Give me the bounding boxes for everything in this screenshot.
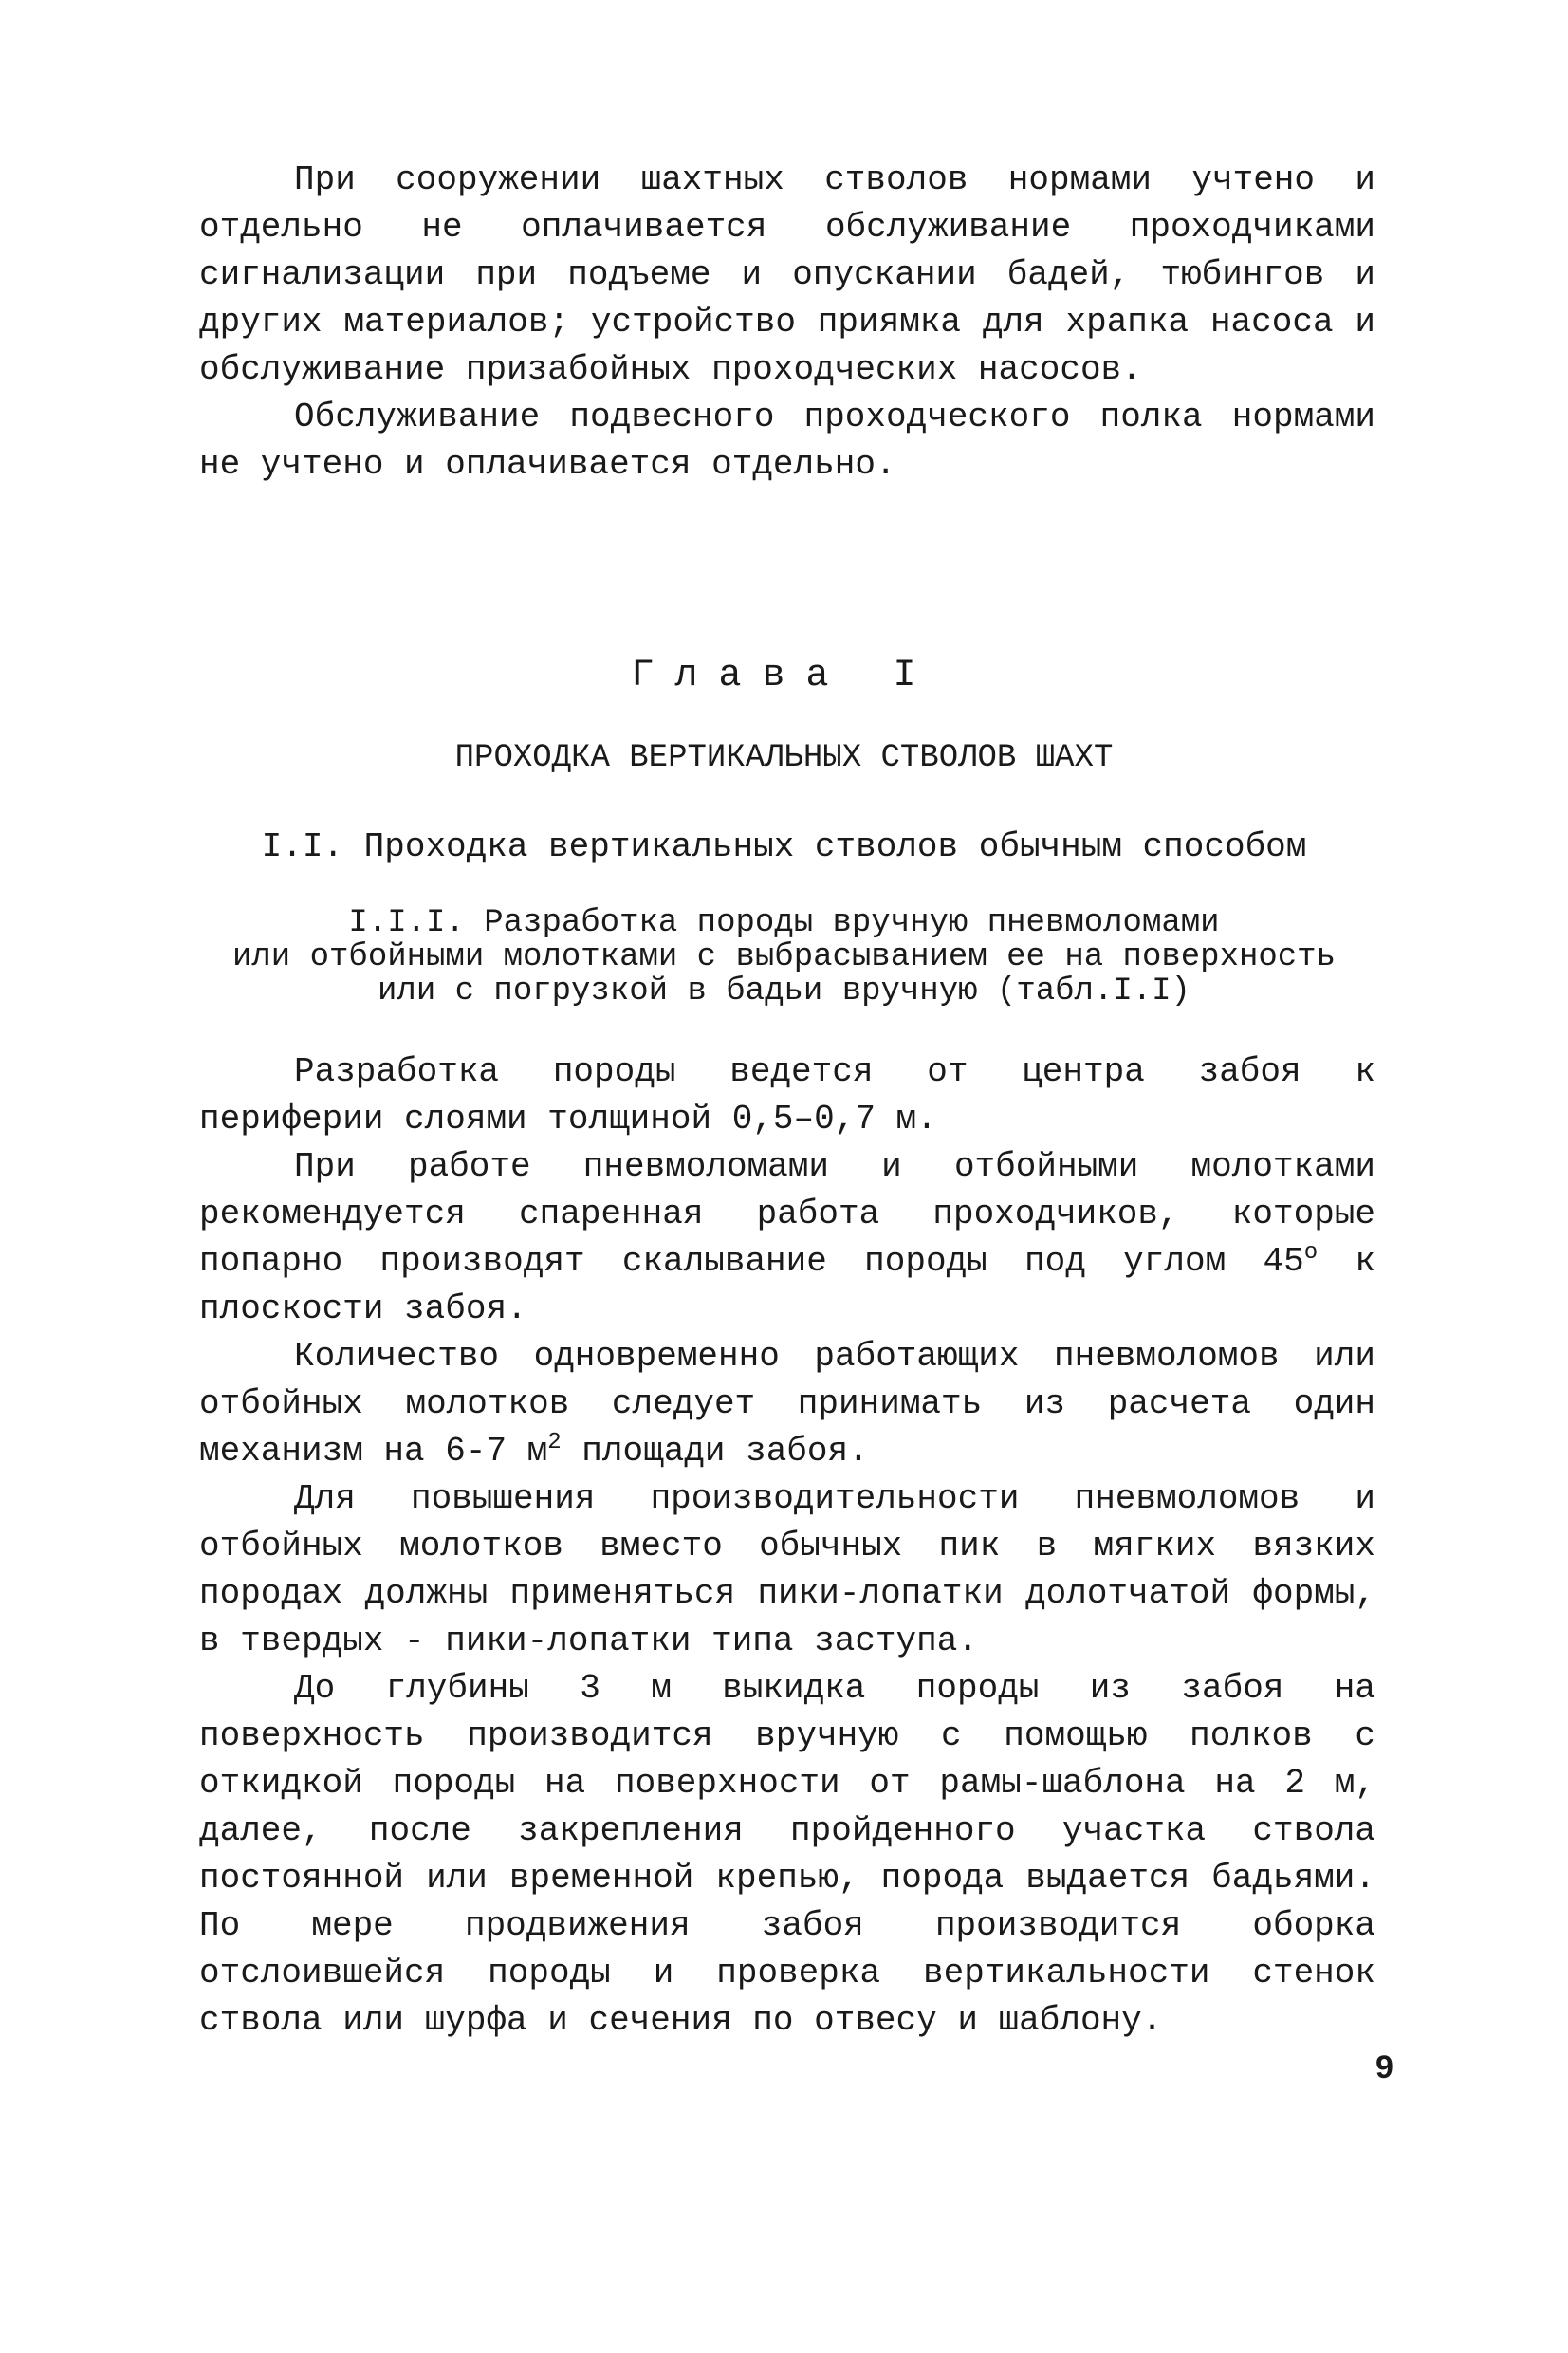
body-paragraph-2-text: При работе пневмоломами и отбойными молотками рекомендуется спаренная работа проходчиков, которые попарно производят скалывание породы под углом 45 xyxy=(199,1147,1375,1281)
body-paragraph-3-tail: площади забоя. xyxy=(561,1432,869,1471)
body-text-block xyxy=(199,1048,1375,2045)
body-paragraph-2-tail: к плоскости забоя. xyxy=(199,1242,1375,1328)
section-title: I.I. Проходка вертикальных стволов обычным способом xyxy=(261,827,1307,866)
intro-paragraph-2: Обслуживание подвесного проходческого полка нормами не учтено и оплачивается отдельно. xyxy=(199,398,1375,484)
body-paragraph-4: Для повышения производительности пневмоломов и отбойных молотков вместо обычных пик в мягких вязких породах должны применяться пики-лопатки долотчатой формы, в твердых - пики-лопатки типа заступа. xyxy=(199,1479,1375,1660)
subsection-title xyxy=(0,906,1568,1009)
subsection-title-line-1: I.I.I. Разработка породы вручную пневмоломами xyxy=(348,905,1220,941)
subsection-title-line-3: или с погрузкой в бадьи вручную (табл.I.I) xyxy=(378,973,1190,1010)
chapter-label: Глава I xyxy=(631,655,937,697)
body-paragraph-1: Разработка породы ведется от центра забоя к периферии слоями толщиной 0,5–0,7 м. xyxy=(199,1052,1375,1139)
page-number: 9 xyxy=(1375,2049,1393,2085)
subsection-title-line-2: или отбойными молотками с выбрасыванием ее на поверхность xyxy=(232,939,1336,975)
body-paragraph-2 xyxy=(199,1143,1375,1333)
intro-paragraph-1: При сооружении шахтных стволов нормами учтено и отдельно не оплачивается обслуживание проходчиками сигнализации при подъеме и опускании бадей, тюбингов и других материалов; устройство приямка для храпка насоса и обслуживание призабойных проходческих насосов. xyxy=(199,160,1375,389)
square-superscript: 2 xyxy=(547,1430,562,1455)
body-paragraph-3 xyxy=(199,1333,1375,1475)
body-paragraph-5: До глубины 3 м выкидка породы из забоя на поверхность производится вручную с помощью полков с откидкой породы на поверхности от рамы-шаблона на 2 м, далее, после закрепления пройденного участка ствола постоянной или временной крепью, порода выдается бадьями. По мере продвижения забоя производится оборка отслоившейся породы и проверка вертикальности стенок ствола или шурфа и сечения по отвесу и шаблону. xyxy=(199,1669,1375,2040)
body-paragraph-3-text: Количество одновременно работающих пневмоломов или отбойных молотков следует принимать из расчета один механизм на 6-7 м xyxy=(199,1337,1375,1471)
intro-text-block xyxy=(199,157,1375,489)
chapter-title: ПРОХОДКА ВЕРТИКАЛЬНЫХ СТВОЛОВ ШАХТ xyxy=(454,740,1114,776)
degree-superscript: о xyxy=(1303,1240,1319,1266)
